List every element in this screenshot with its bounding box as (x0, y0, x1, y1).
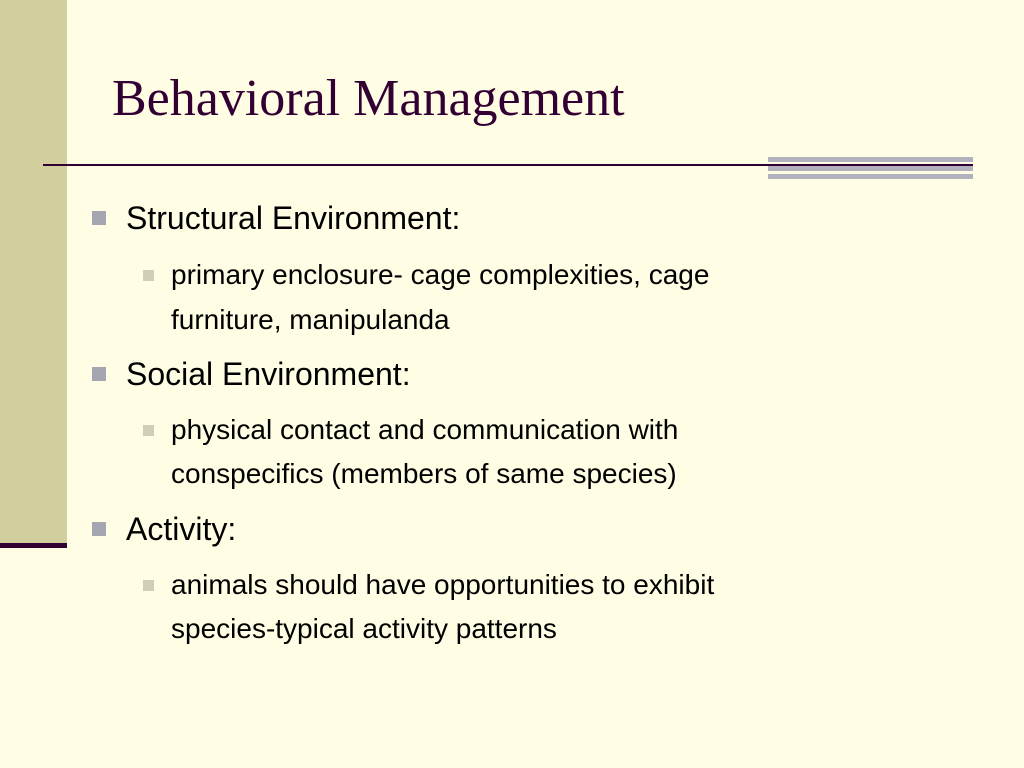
sub-bullet-square-icon (143, 580, 154, 591)
sub-bullet-activity-line2: species-typical activity patterns (171, 613, 557, 644)
slide-title: Behavioral Management (112, 70, 625, 127)
bullet-square-icon (92, 522, 106, 536)
sub-bullet-social-line2: conspecifics (members of same species) (171, 458, 677, 489)
bullet-structural-environment: Structural Environment: (126, 200, 461, 236)
sub-bullet-structural-line2: furniture, manipulanda (171, 304, 450, 335)
bullet-square-icon (92, 367, 106, 381)
sub-bullet-social-line1: physical contact and communication with (171, 414, 679, 445)
bullet-square-icon (92, 211, 106, 225)
sub-bullet-activity-line1: animals should have opportunities to exhibit (171, 569, 715, 600)
bullet-activity: Activity: (126, 511, 237, 547)
sub-bullet-square-icon (143, 425, 154, 436)
bullet-social-environment: Social Environment: (126, 356, 411, 392)
sub-bullet-square-icon (143, 270, 154, 281)
sub-bullet-structural-line1: primary enclosure- cage complexities, cage (171, 259, 710, 290)
